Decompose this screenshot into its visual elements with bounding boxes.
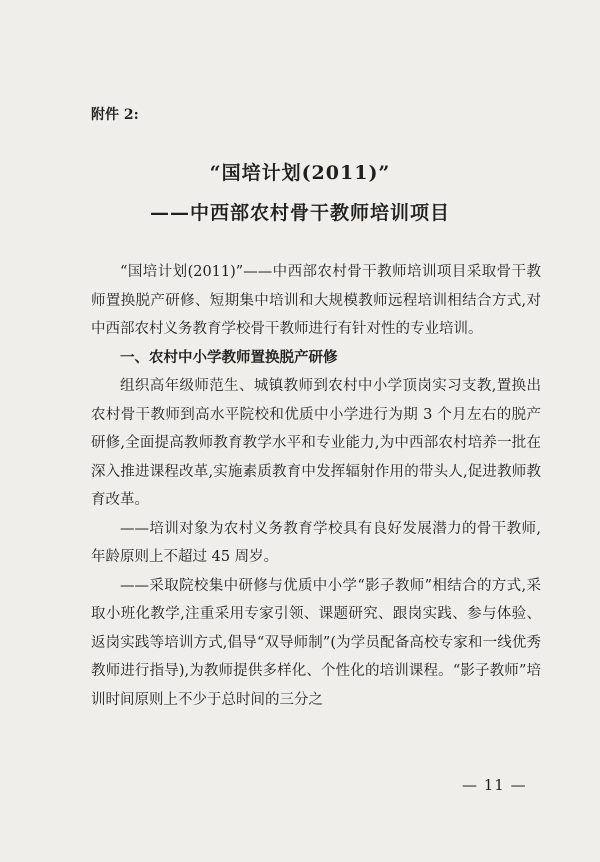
section-1-paragraph-3: ——采取院校集中研修与优质中小学“影子教师”相结合的方式,采取小班化教学,注重采用专家引领、课题研究、跟岗实践、参与体验、返岗实践等培训方式,倡导“双导师制”(为学员配备高校专家和一线优秀教师进行指导),为教师提供多样化、个性化的培训课程。“影子教师”培训时间原则上不少于总时间的三分之	[91, 577, 541, 708]
intro-paragraph: “国培计划(2011)”——中西部农村骨干教师培训项目采取骨干教师置换脱产研修、短期集中培训和大规模教师远程培训相结合方式,对中西部农村义务教育学校骨干教师进行有针对性的专业培训。	[91, 264, 541, 337]
section-1-heading: 一、农村中小学教师置换脱产研修	[120, 348, 338, 366]
section-1-paragraph-2: ——培训对象为农村义务教育学校具有良好发展潜力的骨干教师,年龄原则上不超过 45 周岁。	[91, 520, 541, 565]
document-body	[91, 258, 541, 714]
section-1-paragraph-1: 组织高年级师范生、城镇教师到农村中小学顶岗实习支教,置换出农村骨干教师到高水平院校和优质中小学进行为期 3 个月左右的脱产研修,全面提高教师教育教学水平和专业能力,为中西部农村培养一批在深入推进课程改革,实施素质教育中发挥辐射作用的带头人,促进教师教育改革。	[91, 378, 541, 508]
title-line-1: “国培计划(2011)”	[209, 162, 391, 184]
page-number: — 11 —	[462, 776, 527, 794]
attachment-label: 附件 2:	[91, 107, 139, 123]
title-line-2: ——中西部农村骨干教师培训项目	[149, 202, 450, 224]
